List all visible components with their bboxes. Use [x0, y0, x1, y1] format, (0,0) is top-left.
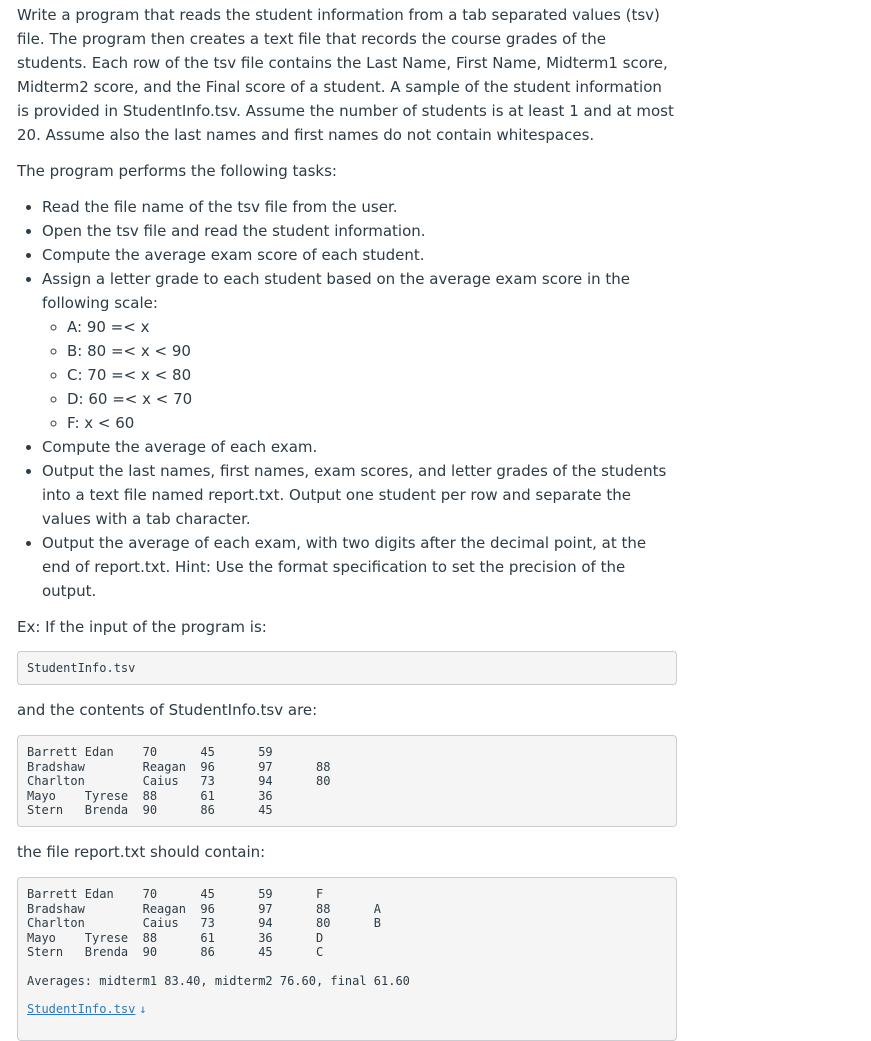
intro-paragraph: Write a program that reads the student information from a tab separated values (tsv) file. The program then creates a text file that records the course grades of the students. Each row of the tsv file contains the Last Name, First Name, Midterm1 score, Midterm2 score, and the Final score of a student. A sample of the student information is provided in StudentInfo.tsv. Assume the number of students is at least 1 and at most 20. Assume also the last names and first names do not contain whitespaces. — [17, 6, 674, 144]
example-input-code: StudentInfo.tsv — [27, 661, 136, 675]
tsv-contents-box — [17, 735, 677, 827]
tasks-list — [17, 195, 677, 603]
task-item: • Read the file name of the tsv file from the user. — [42, 195, 677, 219]
grade-scale-item: ◦ B: 80 =< x < 90 — [67, 339, 677, 363]
task-item: • Compute the average of each exam. — [42, 435, 677, 459]
grade-scale-list — [42, 315, 677, 435]
report-intro-text: the file report.txt should contain: — [17, 843, 266, 861]
task-item-text: Assign a letter grade to each student based on the average exam score in the following scale: — [42, 270, 631, 312]
grade-scale-item: ◦ D: 60 =< x < 70 — [67, 387, 677, 411]
report-contents-code: Barrett Edan 70 45 59 F Bradshaw Reagan 96 97 88 A Charlton Caius 73 94 80 B Mayo Tyrese 88 61 36 D Stern Brenda 90 86 45 C — [27, 887, 382, 959]
tasks-intro-text: The program performs the following tasks: — [17, 162, 337, 180]
task-item: • Compute the average exam score of each student. — [42, 243, 677, 267]
studentinfo-download-link[interactable] — [27, 1002, 135, 1017]
grade-scale-item: ◦ F: x < 60 — [67, 411, 677, 435]
grade-scale-item: ◦ A: 90 =< x — [67, 315, 677, 339]
problem-statement — [17, 0, 677, 1041]
task-item: • Open the tsv file and read the student information. — [42, 219, 677, 243]
tsv-contents-code: Barrett Edan 70 45 59 Bradshaw Reagan 96 97 88 Charlton Caius 73 94 80 Mayo Tyrese 88 61 36 Stern Brenda 90 86 45 — [27, 745, 331, 817]
task-item: • Output the average of each exam, with two digits after the decimal point, at the end of report.txt. Hint: Use the format specification to set the precision of the output. — [42, 531, 677, 603]
file-link-label: StudentInfo.tsv — [27, 1002, 136, 1016]
download-icon[interactable]: ↓ — [139, 1002, 147, 1016]
task-item — [42, 267, 677, 435]
example-input-box — [17, 651, 677, 685]
averages-line: Averages: midterm1 83.40, midterm2 76.60, final 61.60 — [27, 973, 410, 988]
example-intro-text: Ex: If the input of the program is: — [17, 618, 267, 636]
report-contents-box — [17, 877, 677, 1041]
contents-intro-text: and the contents of StudentInfo.tsv are: — [17, 701, 318, 719]
task-item: • Output the last names, first names, exam scores, and letter grades of the students into a text file named report.txt. Output one student per row and separate the values with a tab character. — [42, 459, 677, 531]
grade-scale-item: ◦ C: 70 =< x < 80 — [67, 363, 677, 387]
